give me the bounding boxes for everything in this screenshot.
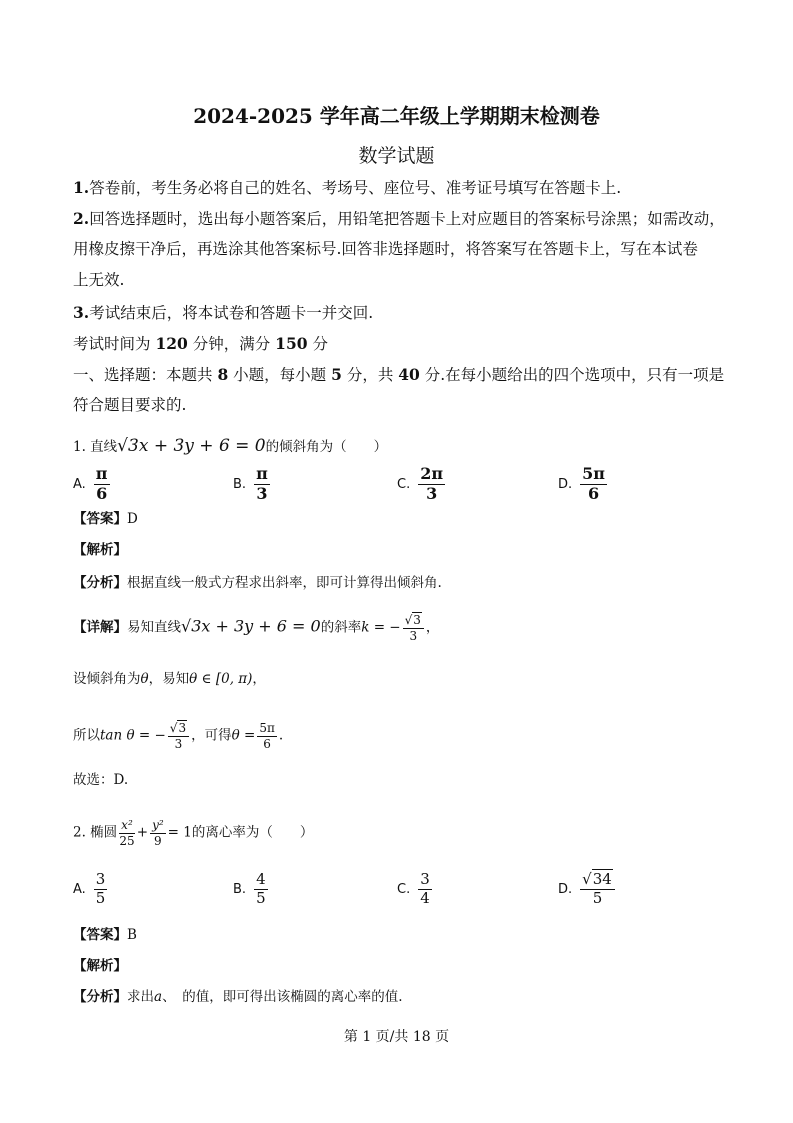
q1-option-c: C. $\frac{2\pi}{3}$	[397, 464, 444, 503]
q2-analysis-tag: 【解析】	[73, 958, 127, 974]
q1-analysis-tag: 【解析】	[73, 542, 127, 558]
instruction-2b: 用橡皮擦干净后，再选涂其他答案标号.回答非选择题时，将答案写在答题卡上，写在本试卷	[73, 240, 698, 258]
q1-detail: 【详解】易知直线√3x + 3y + 6 = 0的斜率k = − $\frac{√3}{3}$ ，	[73, 613, 440, 643]
question-1-stem: 1. 直线√3x + 3y + 6 = 0的倾斜角为（ ）	[73, 436, 388, 456]
instruction-1: 1.答卷前，考生务必将自己的姓名、考场号、座位号、准考证号填写在答题卡上.	[73, 178, 622, 197]
instruction-2a: 2.回答选择题时，选出每小题答案后，用铅笔把答题卡上对应题目的答案标号涂黑；如需改动，	[73, 209, 725, 228]
q2-answer: 【答案】B	[73, 927, 137, 943]
q1-option-a: A. $\frac{\pi}{6}$	[73, 464, 108, 503]
q2-option-c: C. $\frac{3}{4}$	[397, 870, 430, 907]
q2-fenxi: 【分析】求出a、 的值，即可得出该椭圆的离心率的值.	[73, 989, 403, 1005]
q2-option-d: D. $\frac{√34}{5}$	[558, 872, 617, 907]
page-footer: 第 1 页/共 18 页	[343, 1029, 450, 1045]
q2-option-b: B. $\frac{4}{5}$	[233, 870, 266, 907]
exam-time: 考试时间为 120 分钟，满分 150 分	[73, 334, 328, 353]
q2-option-a: A. $\frac{3}{5}$	[73, 870, 106, 907]
q1-answer: 【答案】D	[73, 511, 138, 527]
section-1-heading: 一、选择题：本题共 8 小题，每小题 5 分，共 40 分.在每小题给出的四个选项中，只有一项是	[73, 365, 725, 384]
q1-detail-line2: 设倾斜角为θ，易知θ ∈ [0, π)，	[73, 671, 266, 687]
exam-subject: 数学试题	[358, 145, 435, 167]
q1-option-d: D. $\frac{5\pi}{6}$	[558, 464, 605, 503]
section-1-heading-cont: 符合题目要求的.	[73, 396, 187, 414]
q1-detail-line3: 所以tan θ = − $\frac{√3}{3}$ ，可得θ = $\frac{5\pi}{6}$ .	[73, 721, 284, 751]
q1-choose: 故选：D.	[73, 772, 129, 788]
exam-title: 2024-2025 学年高二年级上学期期末检测卷	[193, 104, 600, 128]
instruction-3: 3.考试结束后，将本试卷和答题卡一并交回.	[73, 303, 374, 322]
question-2-stem: 2. 椭圆 $\frac{\text{x²}}{25}$ + $\frac{\text{y²}}{9}$ = 1的离心率为（ ）	[73, 818, 314, 848]
q1-fenxi: 【分析】根据直线一般式方程求出斜率，即可计算得出倾斜角.	[73, 575, 442, 591]
q1-option-b: B. $\frac{\pi}{3}$	[233, 464, 268, 503]
q1-equation: 3x + 3y + 6 = 0	[128, 436, 266, 456]
instruction-2c: 上无效.	[73, 271, 125, 289]
